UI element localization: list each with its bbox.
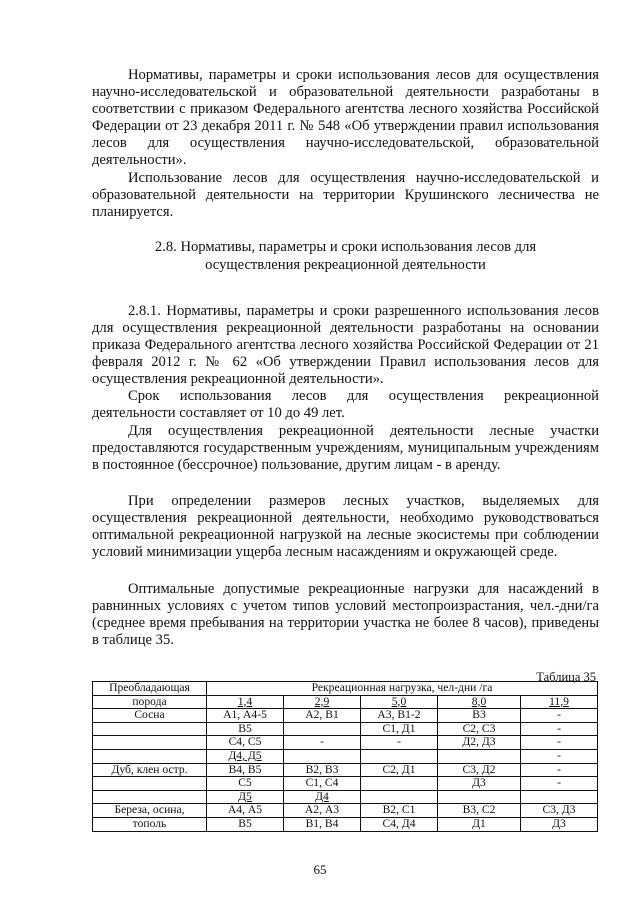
load-cell: В3, С2 — [438, 804, 521, 818]
section-heading-line2: осуществления рекреационной деятельности — [205, 257, 486, 273]
load-cell: А1, А4-5 — [207, 709, 284, 723]
load-cell: С2, Д1 — [361, 763, 438, 777]
species-cell: Береза, осина, — [93, 804, 207, 818]
load-value-header: 2,9 — [284, 695, 361, 709]
load-group-header: Рекреационная нагрузка, чел-дни /га — [207, 682, 598, 696]
load-cell: - — [521, 749, 598, 763]
paragraph-provision: Для осуществления рекреационной деятельности лесные участки предоставляются государственным учреждениям, муниципальным учреждениям в постоянное (бессрочное) пользование, другим лицам - в аренду. — [92, 423, 599, 474]
load-cell: Д5 — [207, 790, 284, 804]
table-row — [93, 777, 598, 791]
species-cell — [93, 736, 207, 750]
load-cell: В5 — [207, 722, 284, 736]
table-row — [93, 817, 598, 831]
load-cell: Д1 — [438, 817, 521, 831]
table-row — [93, 790, 598, 804]
load-value-header: 5,0 — [361, 695, 438, 709]
load-value-header: 8,0 — [438, 695, 521, 709]
table-caption: Таблица 35 — [536, 670, 596, 684]
load-cell: В4, В5 — [207, 763, 284, 777]
species-cell — [93, 790, 207, 804]
load-cell: Д4, Д5 — [207, 749, 284, 763]
load-cell — [361, 790, 438, 804]
load-cell: С3, Д3 — [521, 804, 598, 818]
load-cell: С3, Д2 — [438, 763, 521, 777]
paragraph-research-norms: Нормативы, параметры и сроки использования лесов для осуществления научно-исследовательской и образовательной деятельности разработаны в соответствии с приказом Федерального агентства лесного хозяйства Российской Федерации от 23 декабря 2011 г. № 548 «Об утверждении правил использования лесов для осуществления научно-исследовательской, образовательной деятельности». — [92, 67, 599, 169]
species-header-line2: порода — [93, 695, 207, 709]
load-cell — [521, 790, 598, 804]
species-header-line1: Преобладающая — [93, 682, 207, 696]
page-number: 65 — [313, 862, 327, 877]
load-cell: В1, В4 — [284, 817, 361, 831]
table-row — [93, 722, 598, 736]
load-cell — [438, 749, 521, 763]
load-value-header: 1,4 — [207, 695, 284, 709]
load-cell — [361, 749, 438, 763]
load-cell — [361, 777, 438, 791]
load-cell — [438, 790, 521, 804]
species-cell: Дуб, клен остр. — [93, 763, 207, 777]
load-cell: - — [361, 736, 438, 750]
load-cell: С1, С4 — [284, 777, 361, 791]
load-cell: В2, В3 — [284, 763, 361, 777]
table-row — [93, 763, 598, 777]
paragraph-plot-sizes: При определении размеров лесных участков, выделяемых для осуществления рекреационной деятельности, необходимо руководствоваться оптимальной рекреационной нагрузкой на лесные экосистемы при соблюдении условий минимизации ущерба лесным насаждениям и окружающей среде. — [92, 493, 599, 561]
paragraph-research-not-planned: Использование лесов для осуществления научно-исследовательской и образовательной деятельности на территории Крушинского лесничества не планируется. — [92, 170, 599, 221]
load-cell: А2, А3 — [284, 804, 361, 818]
species-cell: тополь — [93, 817, 207, 831]
load-cell: В2, С1 — [361, 804, 438, 818]
species-cell — [93, 777, 207, 791]
load-cell: В5 — [207, 817, 284, 831]
load-cell: А3, В1-2 — [361, 709, 438, 723]
table-row — [93, 749, 598, 763]
load-cell: В3 — [438, 709, 521, 723]
load-cell: - — [521, 777, 598, 791]
paragraph-recreation-norms: 2.8.1. Нормативы, параметры и сроки разрешенного использования лесов для осуществления рекреационной деятельности разработаны на основании приказа Федерального агентства лесного хозяйства Российской Федерации от 21 февраля 2012 г. № 62 «Об утверждении Правил использования лесов для осуществления рекреационной деятельности». — [92, 303, 599, 388]
recreation-load-table — [92, 681, 598, 832]
table-body — [93, 709, 598, 831]
load-cell: Д3 — [438, 777, 521, 791]
paragraph-term: Срок использования лесов для осуществления рекреационной деятельности составляет от 10 до 49 лет. — [92, 388, 599, 422]
load-cell: - — [521, 709, 598, 723]
load-cell — [284, 722, 361, 736]
load-cell: - — [284, 736, 361, 750]
paragraph-loads-intro: Оптимальные допустимые рекреационные нагрузки для насаждений в равнинных условиях с учетом типов условий местопроизрастания, чел.-дни/га (среднее время пребывания на территории участка не более 8 часов), приведены в таблице 35. — [92, 581, 599, 649]
load-cell: С4, Д4 — [361, 817, 438, 831]
load-cell: Д3 — [521, 817, 598, 831]
species-cell — [93, 722, 207, 736]
table-row — [93, 709, 598, 723]
load-value-header: 11,9 — [521, 695, 598, 709]
load-cell: А4, А5 — [207, 804, 284, 818]
table-row — [93, 804, 598, 818]
load-cell: С2, С3 — [438, 722, 521, 736]
species-cell: Сосна — [93, 709, 207, 723]
table-header-row — [93, 682, 598, 696]
table-header-row — [93, 695, 598, 709]
load-cell: С1, Д1 — [361, 722, 438, 736]
load-cell: - — [521, 722, 598, 736]
load-cell: Д4 — [284, 790, 361, 804]
species-cell — [93, 749, 207, 763]
load-cell: - — [521, 736, 598, 750]
table-row — [93, 736, 598, 750]
load-cell: С4, С5 — [207, 736, 284, 750]
load-cell: С5 — [207, 777, 284, 791]
load-cell: Д2, Д3 — [438, 736, 521, 750]
load-cell: А2, В1 — [284, 709, 361, 723]
load-cell: - — [521, 763, 598, 777]
load-cell — [284, 749, 361, 763]
section-heading-line1: 2.8. Нормативы, параметры и сроки использования лесов для — [154, 239, 537, 255]
